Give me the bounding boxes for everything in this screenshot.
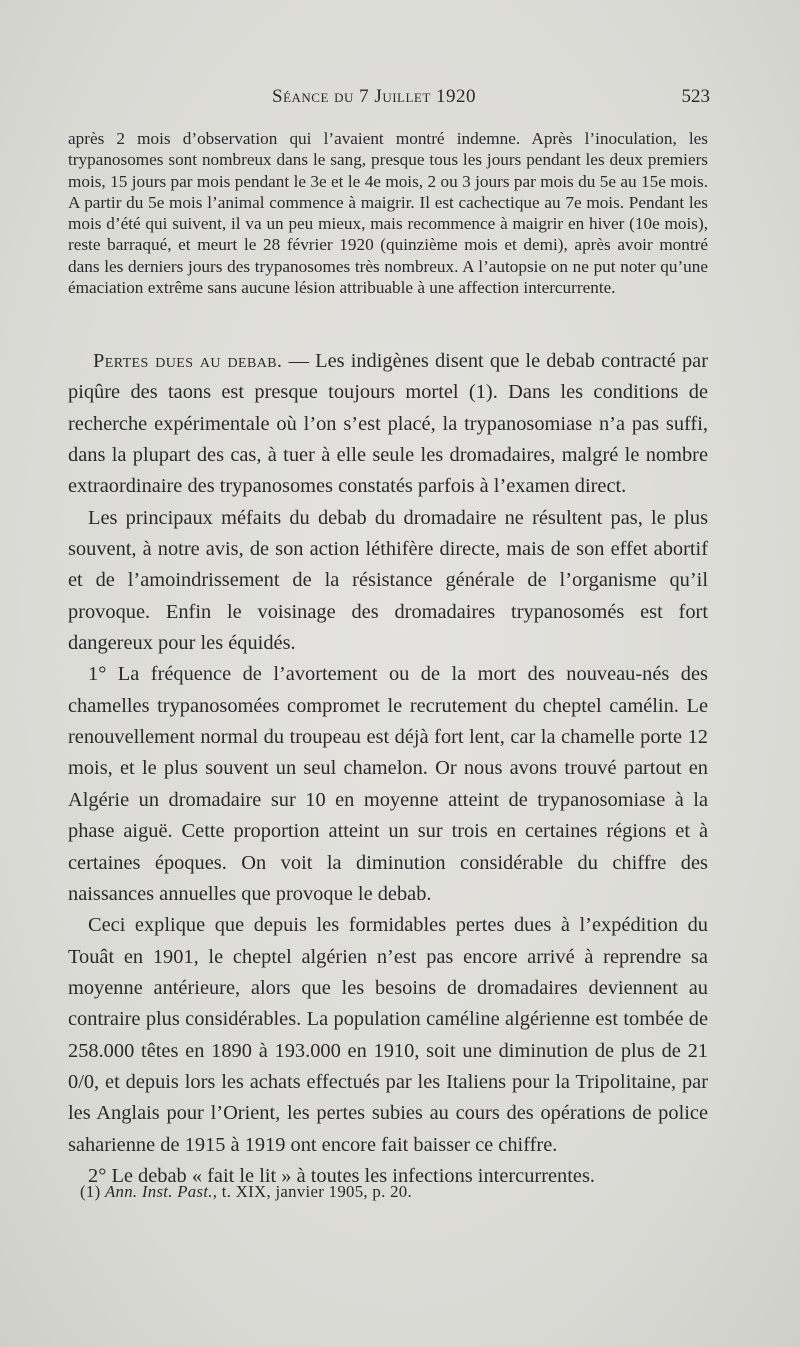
section-heading: Pertes dues au debab. bbox=[93, 350, 283, 372]
footnote-details: , t. XIX, janvier 1905, p. 20. bbox=[212, 1182, 412, 1201]
main-text bbox=[68, 346, 708, 1192]
losses-paragraph bbox=[68, 346, 708, 503]
footnote-source: Ann. Inst. Past. bbox=[104, 1182, 213, 1201]
herd-decline-paragraph: Ceci explique que depuis les formidables pertes dues à l’expédition du Touât en 1901, le cheptel algérien n’est pas encore arrivé à reprendre sa moyenne antérieure, alors que les besoins de dromadaires deviennent au contraire plus considérables. La population caméline algérienne est tombée de 258.000 têtes en 1890 à 193.000 en 1910, soit une diminution de plus de 21 0/0, et depuis lors les achats effectués par les Italiens pour la Tripolitaine, par les Anglais pour l’Orient, les pertes subies au cours des opérations de police saharienne de 1915 à 1919 ont encore fait baisser ce chiffre. bbox=[68, 914, 708, 1156]
losses-text: — Les indigènes disent que le debab contracté par piqûre des taons est presque toujours mortel (1). Dans les conditions de recherche expérimentale où l’on s’est placé, la trypanosomiase n’a pas suffi, dans la plupart des cas, à tuer à elle seule les dromadaires, malgré le nombre extraordinaire des trypanosomes constatés parfois à l’examen direct. bbox=[68, 350, 709, 498]
observation-paragraph: après 2 mois d’observation qui l’avaient montré indemne. Après l’inoculation, les trypanosomes sont nombreux dans le sang, presque tous les jours pendant les deux premiers mois, 15 jours par mois pendant le 3e et le 4e mois, 2 ou 3 jours par mois du 5e au 15e mois. A partir du 5e mois l’animal commence à maigrir. Il est cachectique au 7e mois. Pendant les mois d’été qui suivent, il va un peu mieux, mais recommence à maigrir en hiver (10e mois), reste barraqué, et meurt le 28 février 1920 (quinzième mois et demi), après avoir montré dans les derniers jours des trypanosomes très nombreux. A l’autopsie on ne put noter qu’une émaciation extrême sans aucune lésion attribuable à une affection intercurrente. bbox=[68, 129, 708, 298]
abortion-paragraph: 1° La fréquence de l’avortement ou de la mort des nouveau-nés des chamelles trypanosomées compromet le recrutement du cheptel camélin. Le renouvellement normal du troupeau est déjà fort lent, car la chamelle porte 12 mois, et le plus souvent un seul chamelon. Or nous avons trouvé partout en Algérie un dromadaire sur 10 en moyenne atteint de trypanosomiase à la phase aiguë. Cette proportion atteint un sur trois en certaines régions et à certaines époques. On voit la diminution considérable du chiffre des naissances annuelles que provoque le debab. bbox=[68, 663, 708, 905]
harm-paragraph: Les principaux méfaits du debab du dromadaire ne résultent pas, le plus souvent, à notre avis, de son action léthifère directe, mais de son effet abortif et de l’amoindrissement de la résistance générale de l’organisme qu’il provoque. Enfin le voisinage des dromadaires trypanosomés est fort dangereux pour les équidés. bbox=[68, 506, 708, 655]
page-number: 523 bbox=[681, 86, 710, 107]
infections-paragraph: 2° Le debab « fait le lit » à toutes les infections intercurrentes. bbox=[88, 1164, 595, 1187]
page-header bbox=[0, 86, 800, 116]
footnote bbox=[80, 1182, 412, 1202]
running-head: Séance du 7 Juillet 1920 bbox=[272, 86, 477, 107]
footnote-number: (1) bbox=[80, 1182, 105, 1201]
